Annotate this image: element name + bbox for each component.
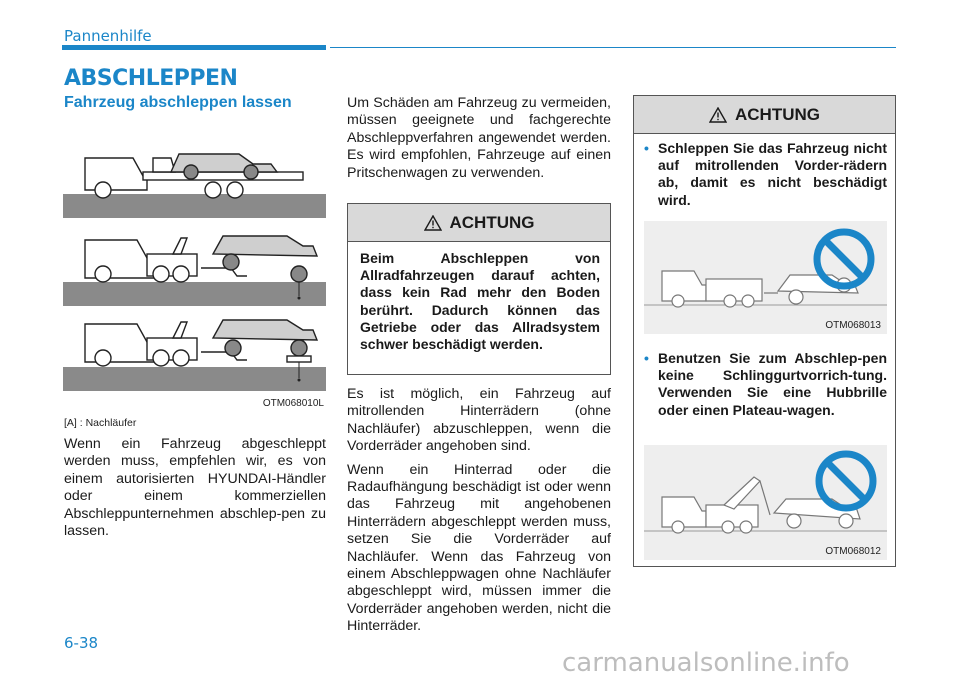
section-label: Pannenhilfe bbox=[64, 27, 152, 45]
middle-paragraph-2: Es ist möglich, ein Fahrzeug auf mitrollenden Hinterrädern (ohne Nachläufer) abzuschleppen, wenn die Vorderräder angehoben sind. bbox=[347, 386, 611, 455]
figure-code-1: OTM068013 bbox=[825, 320, 881, 331]
towing-methods-illustration bbox=[63, 122, 326, 409]
middle-paragraph-3: Wenn ein Hinterrad oder die Radaufhängung beschädigt ist oder wenn das Fahrzeug mit angehobenen Hinterrädern abgeschleppt werden muss, setzen Sie die Vorderräder auf Nachläufer. Wenn das Fahrzeug von einem Abschleppwagen ohne Nachläufer abgeschleppt wird, müssen immer die Vorderräder angehoben werden, nicht die Hinterräder. bbox=[347, 461, 611, 635]
no-front-wheel-towing-figure bbox=[644, 221, 887, 334]
no-sling-towing-figure bbox=[644, 445, 887, 560]
warning-bullet-1 bbox=[644, 140, 887, 209]
page-number: 6-38 bbox=[64, 634, 99, 652]
figure-code-2: OTM068012 bbox=[825, 546, 881, 557]
warning-header-right bbox=[634, 96, 895, 134]
bullet-dot: • bbox=[644, 140, 649, 156]
header-rule-thick bbox=[62, 45, 326, 50]
figure-code: OTM068010L bbox=[262, 398, 324, 409]
left-body-text: Wenn ein Fahrzeug abgeschleppt werden muss, empfehlen wir, es von einem autorisierten HYUNDAI-Händler oder einem kommerziellen Abschleppunternehmen abschlep-pen zu lassen. bbox=[64, 436, 326, 540]
header-rule-thin bbox=[330, 47, 896, 48]
bullet-dot: • bbox=[644, 350, 649, 366]
warning-text: Beim Abschleppen von Allradfahrzeugen darauf achten, dass kein Rad mehr den Boden berührt. Dadurch können das Getriebe oder das Allradsystem schwer beschädigt werden. bbox=[360, 250, 600, 353]
no-sling-towing-illustration bbox=[644, 445, 887, 560]
warning-title-right: ACHTUNG bbox=[735, 104, 820, 124]
prohibition-sign bbox=[819, 454, 873, 508]
towing-methods-figure bbox=[63, 122, 326, 409]
warning-triangle-icon bbox=[424, 215, 442, 231]
middle-intro-text: Um Schäden am Fahrzeug zu vermeiden, müssen geeignete und fachgerechte Abschleppverfahren angewendet werden. Es wird empfohlen, Fahrzeuge auf einen Pritschenwagen zu verwenden. bbox=[347, 95, 611, 181]
warning-box-right bbox=[633, 95, 896, 567]
sub-title: Fahrzeug abschleppen lassen bbox=[64, 94, 292, 111]
watermark: carmanualsonline.info bbox=[562, 648, 850, 678]
warning-bullet-2 bbox=[644, 350, 887, 419]
chapter-title: ABSCHLEPPEN bbox=[64, 66, 238, 91]
warning-triangle-icon bbox=[709, 107, 727, 123]
warning-title: ACHTUNG bbox=[449, 212, 535, 232]
bullet-2-text: Benutzen Sie zum Abschlep-pen keine Schlinggurtvorrich-tung. Verwenden Sie eine Hubbrille oder einen Plateau-wagen. bbox=[658, 350, 887, 418]
warning-box-middle bbox=[347, 203, 611, 375]
figure-caption: [A] : Nachläufer bbox=[64, 417, 137, 429]
bullet-1-text: Schleppen Sie das Fahrzeug nicht auf mitrollenden Vorder-rädern ab, damit es nicht beschädigt wird. bbox=[658, 140, 887, 208]
no-front-wheel-towing-illustration bbox=[644, 221, 887, 334]
warning-header bbox=[348, 204, 610, 242]
middle-column-paragraphs bbox=[347, 386, 611, 642]
